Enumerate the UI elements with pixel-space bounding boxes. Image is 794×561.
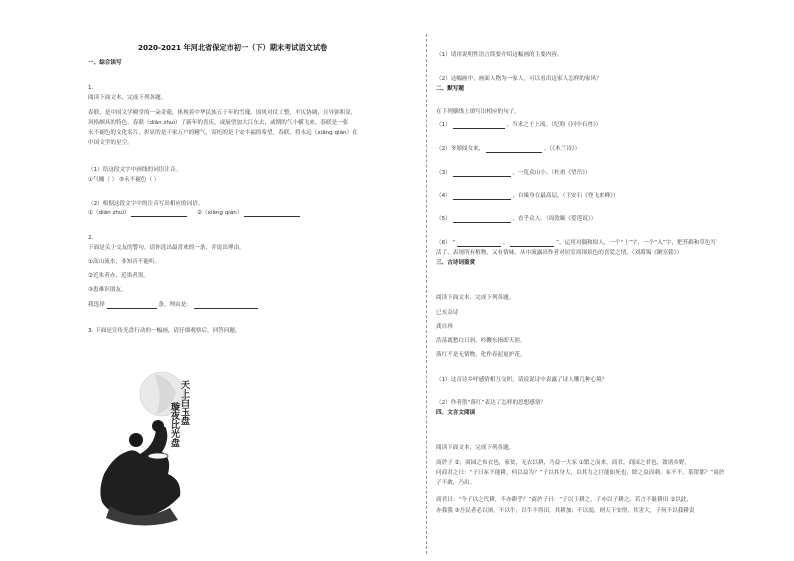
- painting-question-2: （2）这幅画中，画面人物为一家人，可以看出这家人怎样的家风？: [436, 76, 602, 82]
- q2-option-2: ②近朱者赤，近墨者黑。: [88, 273, 149, 279]
- dictation-item-4: [436, 193, 619, 200]
- item-text: 。（《木兰诗》）: [543, 146, 581, 152]
- column-divider: [426, 34, 427, 554]
- q1-paragraph-line: 中国文学的星空。: [88, 140, 133, 146]
- classical-line: 商君曰：“今子以之代耕，不亦耕乎？”商於子曰：“子以于耕之，子亦以子耕之，若言不耻耕田 ②以此，: [436, 497, 693, 503]
- answer-blank[interactable]: [194, 302, 258, 309]
- answer-blank[interactable]: [510, 240, 554, 247]
- figure-head: [152, 420, 164, 432]
- q1-sub1: （1）给这段文字中画线的词语注音。: [88, 167, 182, 173]
- q2-number: 2.: [88, 235, 94, 241]
- quote-mark: “: [452, 240, 456, 246]
- item-number: （3）: [436, 170, 451, 176]
- item-text: ，一览众山小。（杜甫《望岳》）: [512, 170, 591, 176]
- poem-line: 落红不是无情物，化作春泥更护花。: [436, 352, 526, 358]
- comma: ，: [503, 240, 509, 246]
- section-heading-4: 四、文言文阅读: [436, 410, 476, 416]
- dictation-item-6: [436, 240, 716, 247]
- q2-option-1: ①高山流水，非知音不能听。: [88, 259, 161, 265]
- painting-inscription-col1: 天上白玉盘: [179, 380, 189, 425]
- poem-author: 龚自珍: [436, 324, 453, 330]
- section-heading-1: 一、综合读写: [88, 60, 122, 66]
- q2-option-3: ③患难识朋友。: [88, 287, 127, 293]
- q2-text: 下面是关于交友的警句，请你选出最喜欢的一条，并说出理由。: [88, 245, 245, 251]
- answer-blank[interactable]: [457, 240, 501, 247]
- answer-blank[interactable]: [453, 122, 505, 129]
- item-text: ，当求之于上流。（纪昀《河中石兽》）: [506, 122, 602, 128]
- q2-fill-label-2: 条，理由是：: [158, 302, 192, 308]
- exam-title: 2020-2021 年河北省保定市初一（下）期末考试语文试卷: [138, 43, 328, 52]
- dictation-item-2: [436, 146, 580, 153]
- poem-title: 已亥杂诗: [436, 310, 459, 316]
- classical-line: 亦我我 ③吾民者必以须，不以牛，以牛不得田，其耕加；不以弱，则天下安得，其害大，子何不以我耕责: [436, 508, 695, 514]
- plate-icon: [148, 453, 168, 459]
- q1-paragraph-line: 春联，是中国文学殿堂的一朵奇葩，体现着中华民族五千年的雪瑰，国风对仗工整，平仄协调，且导弥积显，: [88, 110, 357, 116]
- section-heading-3: 三、古诗词鉴赏: [436, 260, 476, 266]
- q1-paragraph-line: 永不褪色的文化名片，彰显的是千家万户的精气，寄托的是千安丰福的希望，春联，将永远（xiāng qiàn）在: [88, 130, 358, 136]
- poem-line: 浩荡离愁白日斜，吟鞭东指即天涯。: [436, 338, 526, 344]
- painting-inscription-col2: 璇夜比光盘: [169, 402, 179, 447]
- classical-line: 子不敢，乃出。: [436, 480, 476, 486]
- q1-paragraph-line: 风格颇具的特色，春联（diān zhuì）了新年的喜庆，或展望加大江东去，或期的气小横飞来，春联是一张: [88, 120, 349, 126]
- sub2-b-label: ②（xiāng qiàn）: [196, 210, 243, 216]
- answer-blank[interactable]: [453, 170, 511, 177]
- classical-intro: 阅读下面文本，完成下列各题。: [436, 445, 515, 451]
- answer-blank[interactable]: [486, 146, 542, 153]
- item-number: （1）: [436, 122, 451, 128]
- section-heading-2: 二、默写题: [436, 86, 464, 92]
- q3-text: 3. 下面是宣传光盘行动的一幅画，请仔细观察后，回答问题。: [88, 328, 241, 334]
- answer-blank[interactable]: [131, 210, 187, 217]
- dictation-item-5: [436, 216, 596, 223]
- dictation-item-6-cont: 活了，表现所有植物，又有情味，从中流露出作者对居室周围景色的喜爱之情。（刘禹锡《陋室铭》）: [436, 250, 683, 256]
- sub2-a-label: ①（diān zhuì）: [88, 210, 130, 216]
- answer-blank[interactable]: [453, 216, 511, 223]
- dictation-item-3: [436, 170, 591, 177]
- q1-sub1-answer: ①气魄（ ） ⑤永不褪色（ ）: [88, 177, 160, 183]
- item-number: （5）: [436, 216, 451, 222]
- item-number: （6）: [436, 240, 451, 246]
- clean-plate-painting: [96, 356, 212, 526]
- poem-question-1: （1）这首诗乡呼感情相互交织，请说说诗中表露了诗人哪几种心境？: [436, 377, 608, 383]
- answer-blank[interactable]: [453, 193, 511, 200]
- dictation-intro: 在下列横线上填写出相应的句子。: [436, 109, 520, 115]
- item-text: ”，运用对偶和拟人，一个“上”字，一个“入”字，把苔藓和草色写: [556, 240, 717, 246]
- dictation-item-1: [436, 122, 601, 129]
- answer-blank[interactable]: [244, 210, 300, 217]
- painting-question-1: （1）请用说明性语言简要介绍这幅画的主要内容。: [436, 52, 563, 58]
- poem-intro: 阅读下面文本，完成下列各题。: [436, 295, 515, 301]
- classical-line: 问商君之曰：“子曰豕不能耕，何以益为？”子以其身大，以其力之巨能如死也，除之益而刺。豕不不，茶钳那？”商於: [436, 470, 725, 476]
- answer-blank[interactable]: [107, 302, 157, 309]
- item-text: ，直乎众人。（周敦颐《爱莲说》）: [512, 216, 597, 222]
- q2-fill-label: 我选择: [88, 302, 105, 308]
- q1-intro: 阅读下面文本，完成下列各题。: [88, 95, 167, 101]
- figure-head: [129, 433, 143, 447]
- item-text: （2）爷娘闻女来，: [436, 146, 485, 152]
- q1-number: 1.: [88, 85, 94, 91]
- classical-line: 商於子 ②，商园之布衣也，家贫，无衣以耕，乃益一大豕 ①繁之而来，商君，商园之君也，敛诸乡野，: [436, 460, 691, 466]
- q1-sub2: （2）根据这段文字中的注音写出相应的词语。: [88, 201, 204, 207]
- q1-sub2-answer: [88, 210, 300, 217]
- q2-answer-line: [88, 302, 258, 309]
- item-number: （4）: [436, 193, 451, 199]
- item-text: ，自缘身在最高层。（王安石《登飞来峰》）: [512, 193, 619, 199]
- poem-question-2: （2）作者借“落红”表达了怎样的思想感情？: [436, 400, 547, 406]
